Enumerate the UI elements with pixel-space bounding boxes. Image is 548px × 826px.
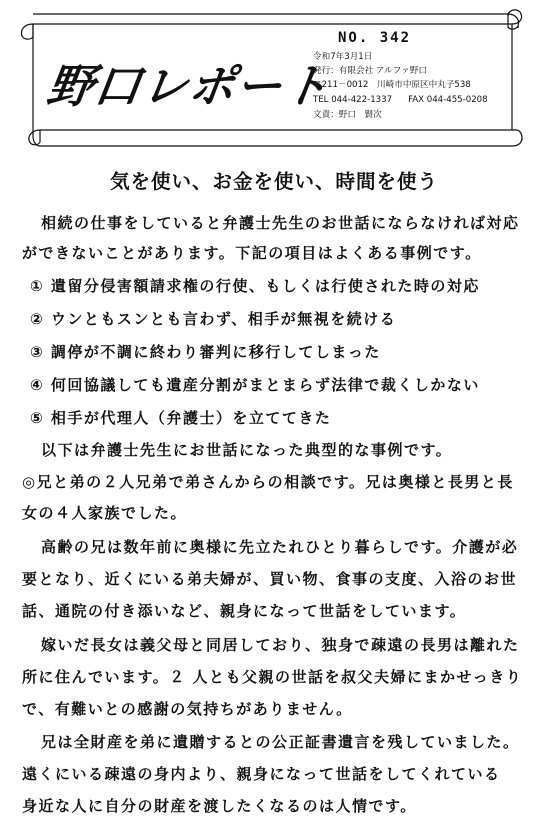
paragraph-line: 所に住んでいます。２ 人とも父親の世話を叔父夫婦にまかせっきり [22,668,523,686]
paragraph-line: 話、通院の付き添いなど、親身になって世話をしています。 [22,602,467,620]
publisher: 発行：有限会社 アルファ野口 [313,66,427,76]
article-title: 気を使い、お金を使い、時間を使う [109,170,438,193]
paragraph-line: 要となり、近くにいる弟夫婦が、買い物、食事の支度、入浴のお世 [22,570,518,588]
paragraph-line: 女の４人家族でした。 [22,504,188,522]
list-item: ① 遺留分侵害額請求権の行使、もしくは行使された時の対応 [30,277,480,295]
fax-number: FAX 044-455-0208 [408,95,488,105]
paragraph-line: ◎兄と弟の２人兄弟で弟さんからの相談です。兄は奥様と長男と長 [22,473,514,491]
paragraph-line: 兄は全財産を弟に遺贈するとの公正証書遺言を残していました。 [41,733,520,751]
list-item: ④ 何回協議しても遺産分割がまとまらず法律で裁くしかない [30,376,480,394]
address: 〒211－0012 川崎市中原区中丸子538 [313,80,471,90]
paragraph-line: で、有難いとの感謝の気持ちがありません。 [22,700,353,718]
list-item: ③ 調停が不調に終わり審判に移行してしまった [30,343,381,361]
paragraph-line: 身近な人に自分の財産を渡したくなるのは人情です。 [22,797,417,815]
paragraph-line: 相続の仕事をしていると弁護士先生のお世話にならなければ対応 [41,214,520,232]
paragraph-line: 以下は弁護士先生にお世話になった典型的な事例です。 [41,441,453,459]
issue-date: 令和7年3月1日 [313,52,373,62]
paragraph-line: 遠くにいる疎遠の身内より、親身になって世話をしてくれている [22,765,501,783]
newsletter-logo: 野口レポート [43,59,334,113]
list-item: ⑤ 相手が代理人（弁護士）を立ててきた [30,409,332,427]
phone-number: TEL 044-422-1337 [313,95,393,105]
list-item: ② ウンともスンとも言わず、相手が無視を続ける [30,310,397,328]
author: 文責：野口 賢次 [313,110,382,120]
paragraph-line: ができないことがあります。下記の項目はよくある事例です。 [22,244,482,262]
paragraph-line: 高齢の兄は数年前に奥様に先立たれひとり暮らしです。介護が必 [41,538,519,556]
paragraph-line: 嫁いだ長女は義父母と同居しており、独身で疎遠の長男は離れた [41,636,520,654]
issue-number: NO. 342 [338,30,412,46]
